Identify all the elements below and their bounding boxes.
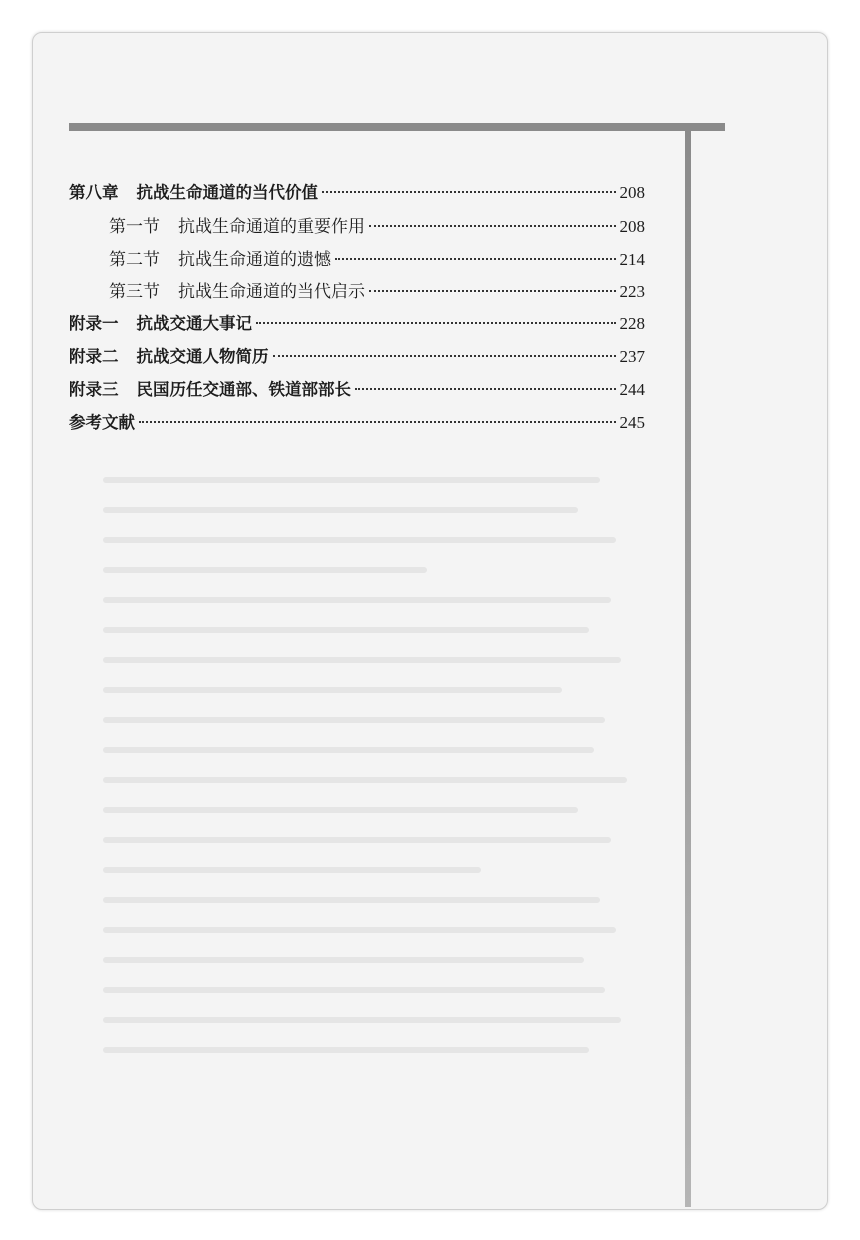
toc-entry-section-2[interactable] [69, 245, 645, 278]
leader-dots [369, 290, 616, 292]
toc-page-number: 214 [619, 249, 645, 269]
toc-entry-label: 第八章 抗战生命通道的当代价值 [69, 183, 318, 202]
toc-page-number: 228 [619, 314, 645, 334]
leader-dots [335, 258, 616, 260]
toc-entry-label: 附录一 抗战交通大事记 [69, 314, 252, 334]
toc-entry-label: 第三节 抗战生命通道的当代启示 [109, 282, 365, 303]
leader-dots [256, 322, 616, 324]
toc-entry-section-3[interactable] [69, 277, 645, 310]
leader-dots [355, 388, 616, 390]
toc-page-number: 244 [619, 379, 645, 399]
toc-entry-label: 附录二 抗战交通人物简历 [69, 346, 269, 366]
toc-entry-section-1[interactable] [69, 212, 645, 245]
toc-page-number: 223 [619, 282, 645, 302]
toc-entry-chapter-8[interactable] [69, 179, 645, 212]
toc-entry-references[interactable] [69, 409, 645, 442]
toc-entry-label: 第一节 抗战生命通道的重要作用 [109, 216, 365, 237]
toc-page-number: 208 [619, 216, 645, 236]
toc-entry-label: 参考文献 [69, 412, 135, 432]
leader-dots [322, 191, 616, 193]
toc-page-number: 208 [619, 183, 645, 202]
book-page [32, 32, 828, 1210]
leader-dots [139, 421, 616, 423]
toc-entry-appendix-3[interactable] [69, 376, 645, 409]
bleed-through-text [103, 453, 643, 1153]
toc-page-number: 245 [619, 412, 645, 432]
toc-entry-appendix-1[interactable] [69, 310, 645, 343]
toc-entry-label: 附录三 民国历任交通部、铁道部部长 [69, 379, 351, 399]
table-of-contents [69, 179, 645, 441]
toc-entry-appendix-2[interactable] [69, 343, 645, 376]
header-rule [69, 123, 725, 131]
toc-entry-label: 第二节 抗战生命通道的遗憾 [109, 249, 331, 270]
leader-dots [369, 225, 616, 227]
leader-dots [273, 355, 616, 357]
toc-page-number: 237 [619, 346, 645, 366]
margin-rule [685, 123, 691, 1207]
